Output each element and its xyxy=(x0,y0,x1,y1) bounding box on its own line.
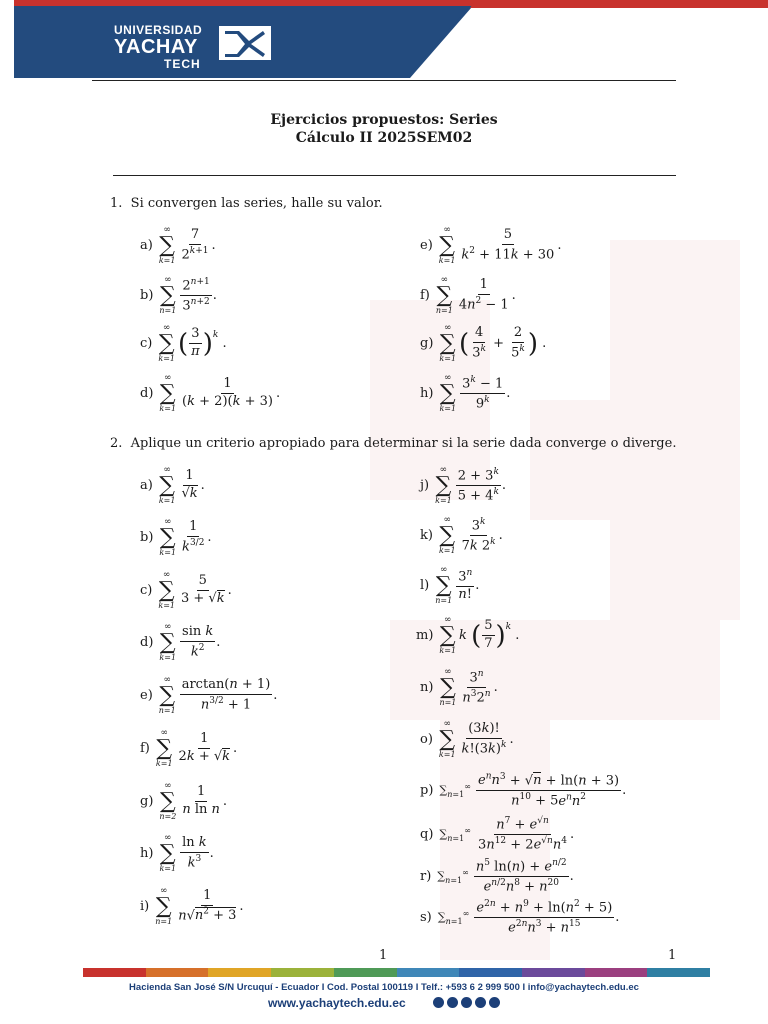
q1-item-b: b) ∞ ∑ n=1 $\frac{2^{n+1}}{3^{n+2}}$ . xyxy=(140,275,217,315)
twitter-icon[interactable] xyxy=(461,997,472,1008)
q2-item-f: f) ∞ ∑ k=1 $\frac{1}{2k + √k}$ . xyxy=(140,728,238,768)
title-separator xyxy=(113,175,676,176)
q2-item-n: n) ∞ ∑ n=1 $\frac{3^n}{n^32^n}$ . xyxy=(420,667,498,707)
footer-color-segment xyxy=(459,968,522,977)
footer-color-segment xyxy=(585,968,648,977)
question-1: 1. Si convergen las series, halle su valor. xyxy=(110,196,383,211)
q2-item-a: a) ∞ ∑ k=1 $\frac{1}{√k}$ . xyxy=(140,465,205,505)
instagram-icon[interactable] xyxy=(447,997,458,1008)
q2-item-b: b) ∞ ∑ k=1 $\frac{1}{k^{3/2}}$ . xyxy=(140,517,212,557)
q2-item-q: q) $\sum_{n=1}^\infty$ $\frac{n^7 + e^{√n}}{3n^{12} + 2e^{√n}n^4}$ . xyxy=(420,816,575,853)
q2-item-e: e) ∞ ∑ n=1 $\frac{\arctan(n + 1)}{n^{3/2} + 1}$ . xyxy=(140,675,278,715)
facebook-icon[interactable] xyxy=(433,997,444,1008)
footer-website-link[interactable]: www.yachaytech.edu.ec xyxy=(268,996,406,1010)
q2-item-i: i) ∞ ∑ n=1 $\frac{1}{n√n^2 + 3}$ . xyxy=(140,886,244,926)
q2-item-o: o) ∞ ∑ k=1 $\frac{(3k)!}{k!(3k)^k}$ . xyxy=(420,719,514,759)
q2-item-p: p) $\sum_{n=1}^\infty$ $\frac{e^nn^3 + √n + \ln(n + 3)}{n^{10} + 5e^nn^2}$ . xyxy=(420,772,627,809)
q2-item-l: l) ∞ ∑ n=1 $\frac{3^n}{n!}$ . xyxy=(420,565,480,605)
footer-color-segment xyxy=(83,968,146,977)
footer-color-segment xyxy=(146,968,209,977)
q2-item-c: c) ∞ ∑ k=1 $\frac{5}{3 + √k}$ . xyxy=(140,570,232,610)
page-number-right: 1 xyxy=(668,948,677,963)
q1-item-d: d) ∞ ∑ k=1 $\frac{1}{(k + 2)(k + 3)}$ . xyxy=(140,373,281,413)
youtube-icon[interactable] xyxy=(475,997,486,1008)
q1-item-e: e) ∞ ∑ k=1 $\frac{5}{k^2 + 11k + 30}$ . xyxy=(420,225,562,265)
page-number: 1 xyxy=(379,948,388,963)
q1-item-c: c) ∞ ∑ k=1 ( $\frac{3}{\pi}$ ) $^k$ . xyxy=(140,323,227,363)
footer-color-segment xyxy=(334,968,397,977)
q2-item-r: r) $\sum_{n=1}^\infty$ $\frac{n^5 \ln(n) + e^{n/2}}{e^{n/2}n^8 + n^{20}}$ . xyxy=(420,858,574,895)
footer-color-segment xyxy=(647,968,710,977)
footer-color-segment xyxy=(397,968,460,977)
footer-address: Hacienda San José S/N Urcuquí - Ecuador I Cod. Postal 100119 I Telf.: +593 6 2 999 500 I info@yachaytech.edu.ec xyxy=(129,982,639,993)
social-icons xyxy=(433,997,500,1008)
footer-color-segment xyxy=(522,968,585,977)
footer-color-segment xyxy=(271,968,334,977)
q2-item-k: k) ∞ ∑ k=1 $\frac{3^k}{7k 2^k}$ . xyxy=(420,515,503,555)
q2-item-s: s) $\sum_{n=1}^\infty$ $\frac{e^{2n} + n^9 + \ln(n^2 + 5)}{e^{2n}n^3 + n^{15}}$ . xyxy=(420,899,620,936)
q1-item-f: f) ∞ ∑ n=1 $\frac{1}{4n^2 - 1}$ . xyxy=(420,275,516,315)
q2-item-d: d) ∞ ∑ k=1 $\frac{\text{sin k}}{k^2}$ . xyxy=(140,622,221,662)
q2-item-h: h) ∞ ∑ k=1 $\frac{\text{ln k}}{k^3}$ . xyxy=(140,833,214,873)
q1-item-g: g) ∞ ∑ k=1 ( $\frac{4}{3^k}$ + $\frac{2}{5^k}$ ) . xyxy=(420,323,547,363)
footer-color-segment xyxy=(208,968,271,977)
q2-item-j: j) ∞ ∑ k=1 $\frac{2 + 3^k}{5 + 4^k}$ . xyxy=(420,465,507,505)
footer-color-bar xyxy=(83,968,710,977)
document-title: Ejercicios propuestos: Series xyxy=(270,112,498,128)
q2-item-m: m) ∞ ∑ k=1 k ( $\frac{5}{7}$ ) $^k$ . xyxy=(416,615,520,655)
question-2: 2. Aplique un criterio apropiado para determinar si la serie dada converge o diverge. xyxy=(110,436,677,451)
logo-mark-icon xyxy=(219,26,271,60)
flickr-icon[interactable] xyxy=(489,997,500,1008)
university-logo: UNIVERSIDAD YACHAY TECH xyxy=(114,23,203,71)
document-subtitle: Cálculo II 2025SEM02 xyxy=(295,130,473,146)
header-rule xyxy=(92,80,676,81)
q2-item-g: g) ∞ ∑ n=2 $\frac{1}{\text{n ln n}}$ . xyxy=(140,781,228,821)
q1-item-h: h) ∞ ∑ k=1 $\frac{3^k - 1}{9^k}$ . xyxy=(420,373,511,413)
q1-item-a: a) ∞ ∑ k=1 $\frac{7}{2^{k+1}}$ . xyxy=(140,225,216,265)
